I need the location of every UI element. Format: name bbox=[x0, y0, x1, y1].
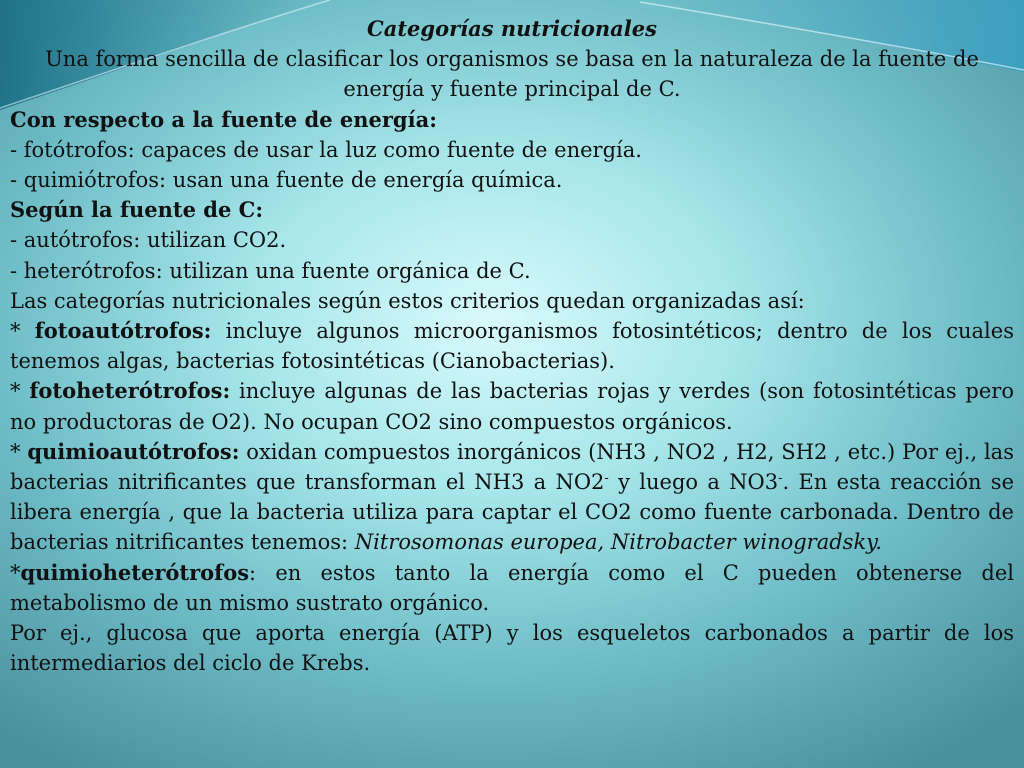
category-photoheterotrophs: * fotoheterótrofos: incluye algunas de las bacterias rojas y verdes (son fotosintéticas pero no productoras de O2). No ocupan CO2 sino compuestos orgánicos. bbox=[10, 378, 1014, 434]
title-text: Categorías nutricionales bbox=[367, 16, 657, 41]
carbon-heading: Según la fuente de C: bbox=[10, 197, 264, 223]
category-chemoautotrophs: * quimioautótrofos: oxidan compuestos inorgánicos (NH3 , NO2 , H2, SH2 , etc.) Por ej., las bacterias nitrificantes que transforman el NH3 a NO2- y luego a NO3-. En esta reacción se libera energía , que la bacteria utiliza para captar el CO2 como fuente carbonada. Dentro de bacterias nitrificantes tenemos: Nitrosomonas europea, Nitrobacter winogradsky. bbox=[10, 438, 1014, 555]
slide-title bbox=[10, 14, 1014, 44]
species-names: Nitrosomonas europea, Nitrobacter winogradsky. bbox=[354, 530, 882, 555]
summary-sentence: Las categorías nutricionales según estos criterios quedan organizadas así: bbox=[10, 288, 805, 313]
category-photoautotrophs: * fotoautótrofos: incluye algunos microorganismos fotosintéticos; dentro de los cuales tenemos algas, bacterias fotosintéticas (Cianobacterias). bbox=[10, 318, 1014, 374]
closing-paragraph: Por ej., glucosa que aporta energía (ATP) y los esqueletos carbonados a partir de los intermediarios del ciclo de Krebs. bbox=[10, 621, 1014, 676]
category-chemoheterotrophs: *quimioheterótrofos: en estos tanto la energía como el C pueden obtenerse del metabolismo de un mismo sustrato orgánico. bbox=[10, 559, 1014, 615]
category-term: fotoautótrofos: bbox=[34, 318, 212, 344]
intro-paragraph: Una forma sencilla de clasificar los organismos se basa en la naturaleza de la fuente de energía y fuente principal de C. bbox=[45, 47, 979, 102]
slide-body bbox=[10, 14, 1014, 678]
category-term: fotoheterótrofos: bbox=[29, 378, 231, 404]
energy-item-chemotroph: - quimiótrofos: usan una fuente de energía química. bbox=[10, 168, 563, 193]
carbon-item-autotroph: - autótrofos: utilizan CO2. bbox=[10, 228, 287, 253]
category-term: quimioheterótrofos bbox=[20, 559, 250, 585]
energy-heading: Con respecto a la fuente de energía: bbox=[10, 106, 437, 132]
carbon-item-heterotroph: - heterótrofos: utilizan una fuente orgánica de C. bbox=[10, 258, 531, 283]
category-term: quimioautótrofos: bbox=[27, 438, 240, 464]
energy-item-phototroph: - fotótrofos: capaces de usar la luz como fuente de energía. bbox=[10, 137, 642, 162]
